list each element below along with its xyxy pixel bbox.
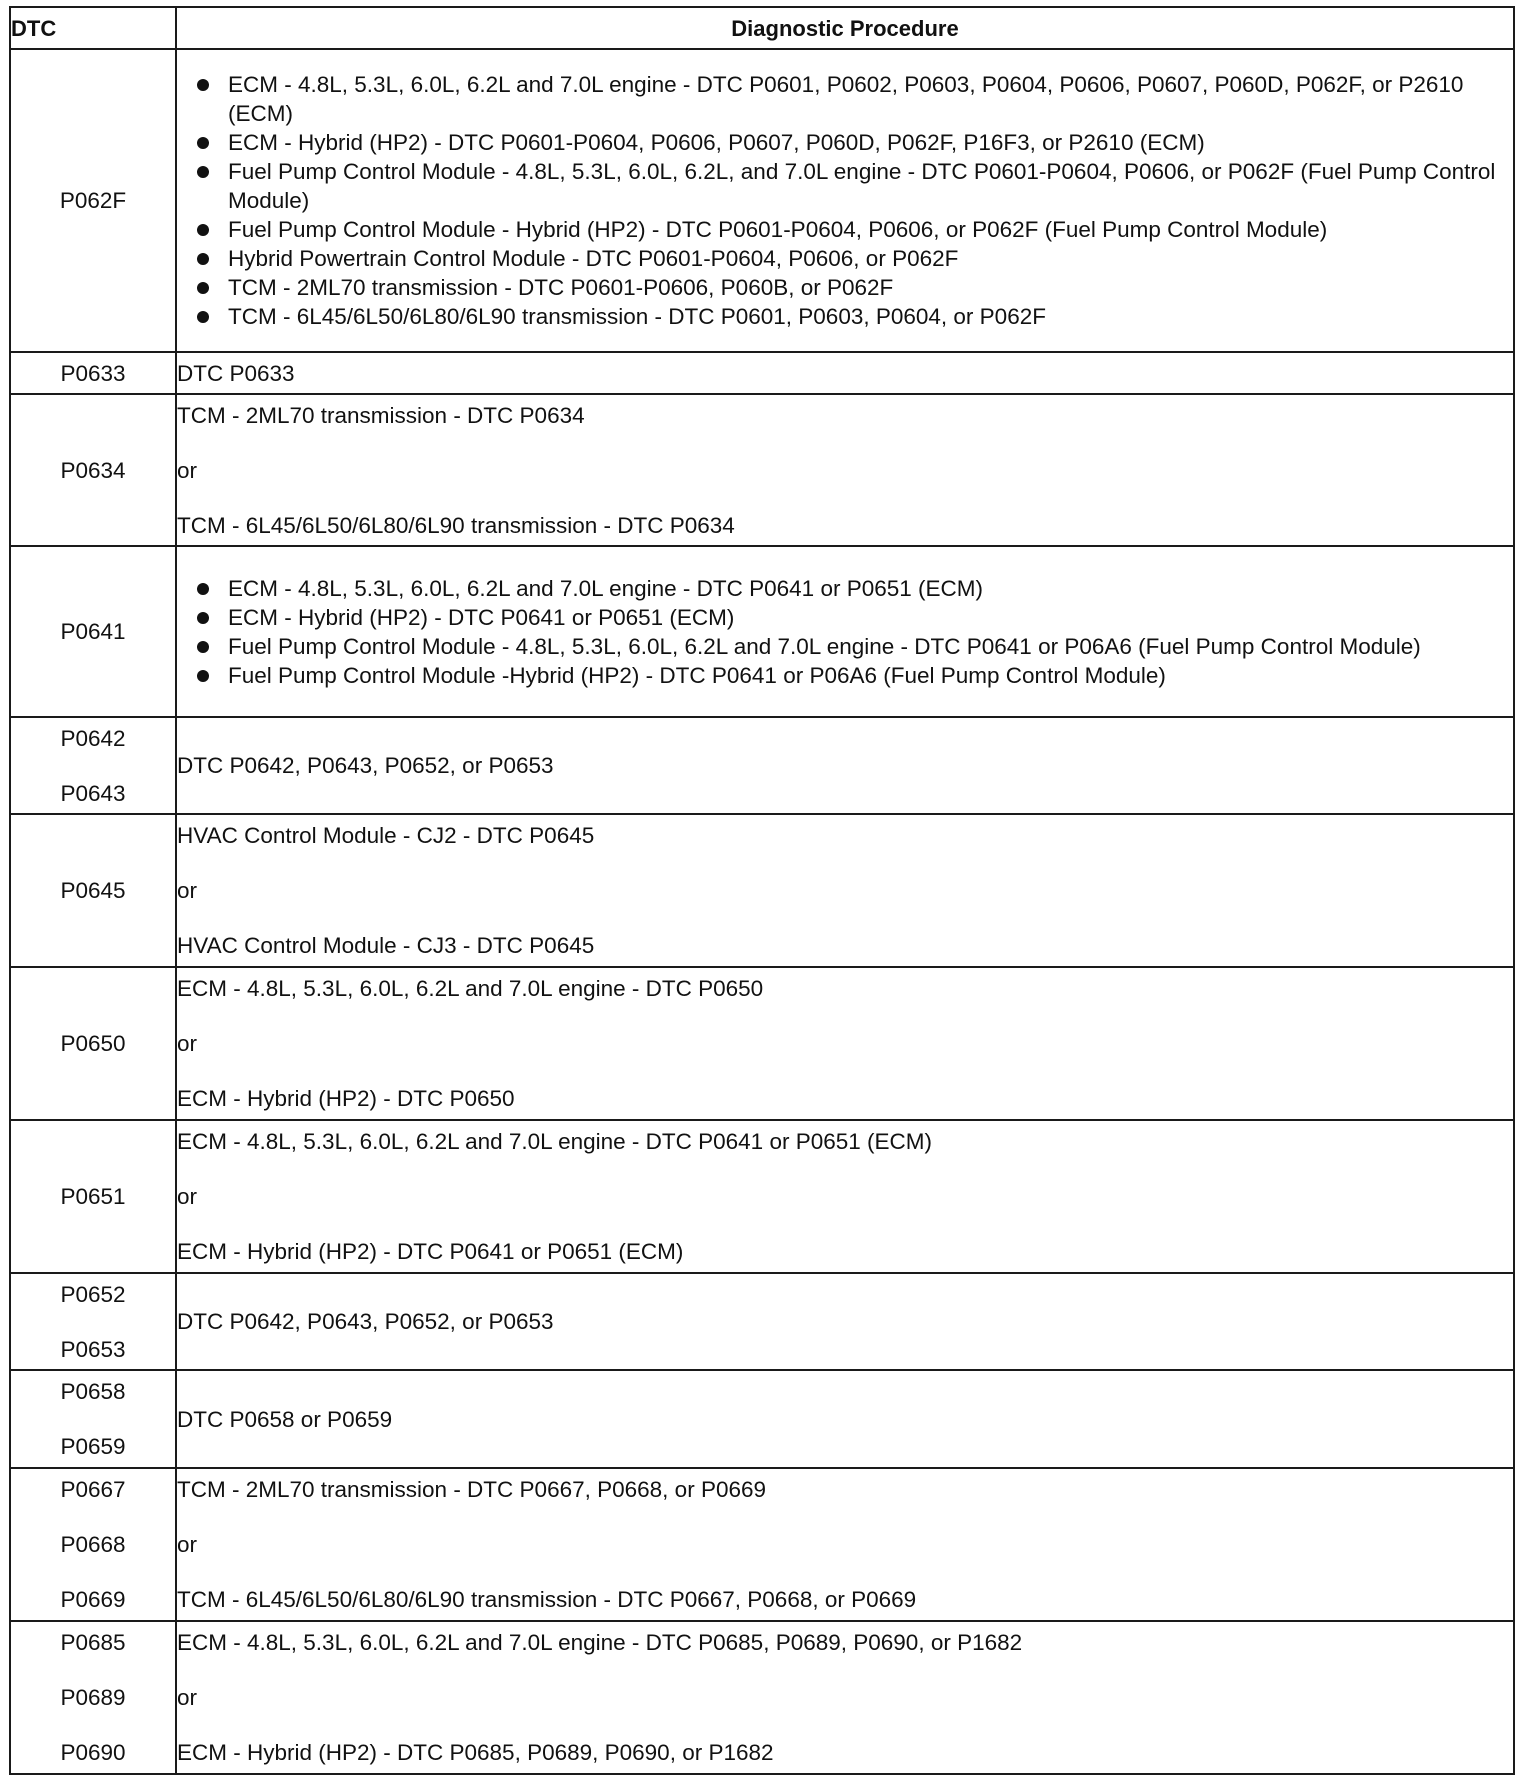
procedure-cell: HVAC Control Module - CJ2 - DTC P0645 or HVAC Control Module - CJ3 - DTC P0645 [176,814,1514,967]
procedure-cell [176,546,1514,717]
list-item: Fuel Pump Control Module -Hybrid (HP2) - DTC P0641 or P06A6 (Fuel Pump Control Module) [177,661,1513,690]
bullet-icon [197,166,209,178]
list-item: TCM - 6L45/6L50/6L80/6L90 transmission - DTC P0601, P0603, P0604, or P062F [177,302,1513,331]
header-procedure: Diagnostic Procedure [176,7,1514,49]
procedure-cell: TCM - 2ML70 transmission - DTC P0667, P0668, or P0669 or TCM - 6L45/6L50/6L80/6L90 transmission - DTC P0667, P0668, or P0669 [176,1468,1514,1621]
dtc-code: P0645 [10,814,176,967]
list-item: Hybrid Powertrain Control Module - DTC P0601-P0604, P0606, or P062F [177,244,1513,273]
list-item: ECM - 4.8L, 5.3L, 6.0L, 6.2L and 7.0L engine - DTC P0601, P0602, P0603, P0604, P0606, P0607, P060D, P062F, or P2610 (ECM) [177,70,1513,128]
procedure-list [177,574,1513,690]
table-row [10,1370,1514,1468]
table-row [10,814,1514,967]
list-item: ECM - 4.8L, 5.3L, 6.0L, 6.2L and 7.0L engine - DTC P0641 or P0651 (ECM) [177,574,1513,603]
header-row [10,7,1514,49]
list-item: Fuel Pump Control Module - 4.8L, 5.3L, 6.0L, 6.2L, and 7.0L engine - DTC P0601-P0604, P0606, or P062F (Fuel Pump Control Module) [177,157,1513,215]
list-item: Fuel Pump Control Module - Hybrid (HP2) - DTC P0601-P0604, P0606, or P062F (Fuel Pump Control Module) [177,215,1513,244]
dtc-code: P0650 [10,967,176,1120]
table-row [10,967,1514,1120]
procedure-cell: DTC P0633 [176,352,1514,394]
dtc-code: P0651 [10,1120,176,1273]
list-item: TCM - 2ML70 transmission - DTC P0601-P0606, P060B, or P062F [177,273,1513,302]
dtc-code: P0641 [10,546,176,717]
table-row [10,546,1514,717]
procedure-cell: ECM - 4.8L, 5.3L, 6.0L, 6.2L and 7.0L engine - DTC P0650 or ECM - Hybrid (HP2) - DTC P0650 [176,967,1514,1120]
procedure-cell: DTC P0642, P0643, P0652, or P0653 [176,717,1514,814]
bullet-icon [197,79,209,91]
document-page [9,6,1513,1775]
table-row [10,1621,1514,1774]
bullet-icon [197,311,209,323]
bullet-icon [197,612,209,624]
procedure-cell: TCM - 2ML70 transmission - DTC P0634 or TCM - 6L45/6L50/6L80/6L90 transmission - DTC P0634 [176,394,1514,546]
bullet-icon [197,253,209,265]
dtc-code: P0652 P0653 [10,1273,176,1370]
bullet-icon [197,137,209,149]
dtc-table [9,6,1515,1775]
bullet-icon [197,670,209,682]
bullet-icon [197,282,209,294]
bullet-icon [197,583,209,595]
dtc-code: P0642 P0643 [10,717,176,814]
table-row [10,352,1514,394]
dtc-code: P0685 P0689 P0690 [10,1621,176,1774]
bullet-icon [197,224,209,236]
list-item: ECM - Hybrid (HP2) - DTC P0601-P0604, P0606, P0607, P060D, P062F, P16F3, or P2610 (ECM) [177,128,1513,157]
procedure-cell: DTC P0642, P0643, P0652, or P0653 [176,1273,1514,1370]
table-row [10,1120,1514,1273]
list-item: Fuel Pump Control Module - 4.8L, 5.3L, 6.0L, 6.2L and 7.0L engine - DTC P0641 or P06A6 (Fuel Pump Control Module) [177,632,1513,661]
table-row [10,49,1514,352]
table-row [10,1273,1514,1370]
dtc-code: P062F [10,49,176,352]
table-row [10,1468,1514,1621]
dtc-code: P0633 [10,352,176,394]
procedure-cell: ECM - 4.8L, 5.3L, 6.0L, 6.2L and 7.0L engine - DTC P0685, P0689, P0690, or P1682 or ECM - Hybrid (HP2) - DTC P0685, P0689, P0690, or P1682 [176,1621,1514,1774]
table-row [10,717,1514,814]
list-item: ECM - Hybrid (HP2) - DTC P0641 or P0651 (ECM) [177,603,1513,632]
table-row [10,394,1514,546]
header-dtc: DTC [10,7,176,49]
procedure-cell: DTC P0658 or P0659 [176,1370,1514,1468]
procedure-cell [176,49,1514,352]
dtc-code: P0667 P0668 P0669 [10,1468,176,1621]
dtc-code: P0634 [10,394,176,546]
procedure-cell: ECM - 4.8L, 5.3L, 6.0L, 6.2L and 7.0L engine - DTC P0641 or P0651 (ECM) or ECM - Hybrid (HP2) - DTC P0641 or P0651 (ECM) [176,1120,1514,1273]
bullet-icon [197,641,209,653]
procedure-list [177,70,1513,331]
dtc-code: P0658 P0659 [10,1370,176,1468]
